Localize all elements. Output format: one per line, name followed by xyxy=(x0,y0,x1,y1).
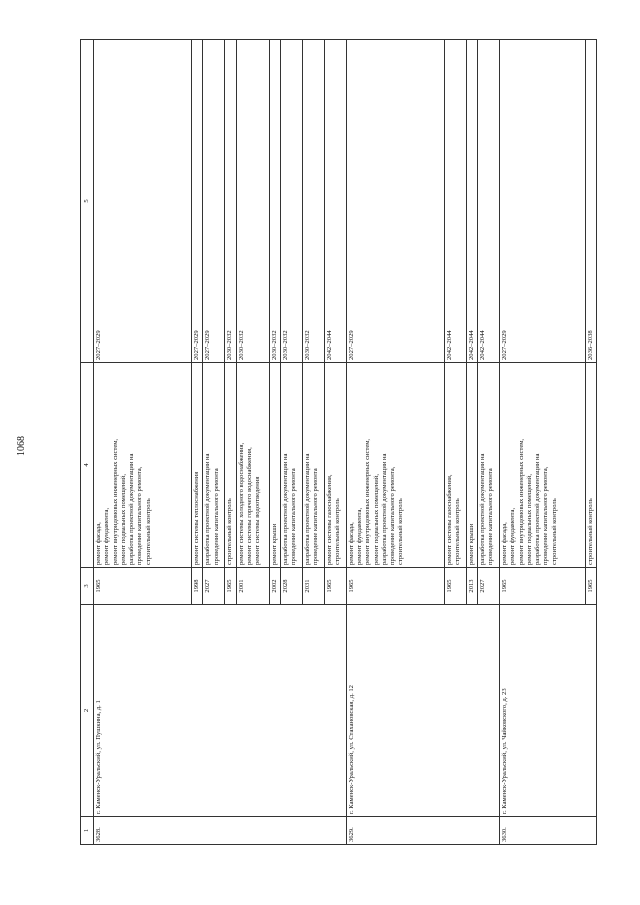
page-number: 1068 xyxy=(16,436,27,456)
works-cell: разработка проектной документации на проведение капитального ремонта xyxy=(280,363,302,568)
works-cell: ремонт фасада, ремонт фундамента, ремонт внутридомовых инженерных систем, ремонт подвальных помещений, разработка проектной документации на проведение капитального ремонта, строительный контроль xyxy=(500,363,586,568)
table-row xyxy=(500,40,586,845)
header-cell-2: 2 xyxy=(81,605,94,817)
works-cell: разработка проектной документации на проведение капитального ремонта xyxy=(478,363,500,568)
entry-address: г. Каменск-Уральский, ул. Стахановская, д. 12 xyxy=(346,605,499,817)
entry-address: г. Каменск-Уральский, ул. Чайковского, д. 23 xyxy=(500,605,597,817)
period-cell: 2027–2029 xyxy=(94,40,192,363)
period-cell: 2030–2032 xyxy=(236,40,269,363)
period-cell: 2042–2044 xyxy=(478,40,500,363)
works-cell: ремонт фасада, ремонт фундамента, ремонт внутридомовых инженерных систем, ремонт подвальных помещений, разработка проектной документации на проведение капитального ремонта, строительный контроль xyxy=(94,363,192,568)
period-cell: 2030–2032 xyxy=(302,40,324,363)
works-cell: строительный контроль xyxy=(225,363,236,568)
works-cell: ремонт системы теплоснабжения xyxy=(192,363,203,568)
year-cell: 2031 xyxy=(302,568,324,605)
year-cell: 1965 xyxy=(346,568,444,605)
entry-address: г. Каменск-Уральский, ул. Пушкина, д. 1 xyxy=(94,605,347,817)
works-cell: ремонт системы газоснабжения, строительный контроль xyxy=(444,363,466,568)
entry-number: 3630. xyxy=(500,817,597,845)
period-cell: 2027–2029 xyxy=(500,40,586,363)
header-cell-4: 4 xyxy=(81,363,94,568)
year-cell: 1965 xyxy=(225,568,236,605)
works-cell: ремонт крыши xyxy=(466,363,477,568)
period-cell: 2036–2038 xyxy=(586,40,597,363)
year-cell: 2001 xyxy=(236,568,269,605)
period-cell: 2042–2044 xyxy=(444,40,466,363)
header-cell-1: 1 xyxy=(81,817,94,845)
year-cell: 1965 xyxy=(444,568,466,605)
works-cell: разработка проектной документации на проведение капитального ремонта xyxy=(302,363,324,568)
year-cell: 1965 xyxy=(500,568,586,605)
year-cell: 2027 xyxy=(478,568,500,605)
period-cell: 2030–2032 xyxy=(280,40,302,363)
header-cell-5: 5 xyxy=(81,40,94,363)
year-cell: 2028 xyxy=(280,568,302,605)
works-cell: ремонт системы холодного водоснабжения, ремонт системы горячего водоснабжения, ремонт системы водоотведения xyxy=(236,363,269,568)
works-cell: ремонт крыши xyxy=(269,363,280,568)
period-cell: 2030–2032 xyxy=(225,40,236,363)
rotated-table-wrapper xyxy=(80,40,640,845)
entry-number: 3628. xyxy=(94,817,347,845)
year-cell: 2027 xyxy=(203,568,225,605)
period-cell: 2030–2032 xyxy=(269,40,280,363)
year-cell: 2002 xyxy=(269,568,280,605)
period-cell: 2042–2044 xyxy=(466,40,477,363)
year-cell: 2013 xyxy=(466,568,477,605)
year-cell: 1965 xyxy=(94,568,192,605)
year-cell: 1998 xyxy=(192,568,203,605)
entry-number: 3629. xyxy=(346,817,499,845)
header-row xyxy=(81,40,94,845)
period-cell: 2027–2029 xyxy=(192,40,203,363)
header-cell-3: 3 xyxy=(81,568,94,605)
repair-schedule-table xyxy=(80,39,597,845)
table-row xyxy=(94,40,192,845)
period-cell: 2042–2044 xyxy=(324,40,346,363)
works-cell: ремонт системы газоснабжения, строительный контроль xyxy=(324,363,346,568)
year-cell: 1965 xyxy=(324,568,346,605)
works-cell: ремонт фасада, ремонт фундамента, ремонт внутридомовых инженерных систем, ремонт подвальных помещений, разработка проектной документации на проведение капитального ремонта, строительный контроль xyxy=(346,363,444,568)
works-cell: разработка проектной документации на проведение капитального ремонта xyxy=(203,363,225,568)
period-cell: 2027–2029 xyxy=(346,40,444,363)
period-cell: 2027–2029 xyxy=(203,40,225,363)
table-row xyxy=(346,40,444,845)
year-cell: 1965 xyxy=(586,568,597,605)
works-cell: строительный контроль xyxy=(586,363,597,568)
